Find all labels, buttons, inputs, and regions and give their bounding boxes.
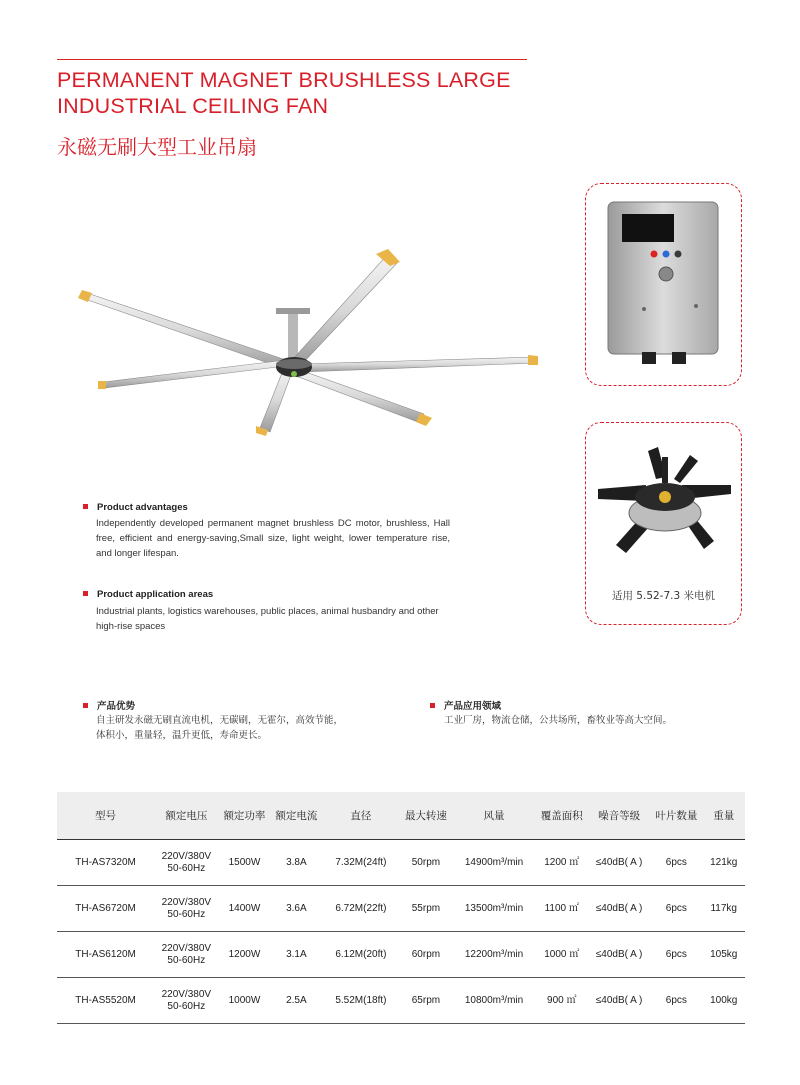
table-row [57, 978, 745, 1024]
application-heading: Product application areas [83, 589, 213, 600]
col-area: 覆盖面积 [536, 792, 588, 840]
controller-screen [622, 214, 674, 242]
cell-weight: 117kg [702, 886, 745, 932]
cell-airflow: 14900m³/min [452, 840, 535, 886]
cell-blades: 6pcs [650, 978, 702, 1024]
cell-power: 1400W [219, 886, 271, 932]
cell-area: 1100 ㎡ [536, 886, 588, 932]
title-line-1: PERMANENT MAGNET BRUSHLESS LARGE [57, 68, 511, 92]
page-title-en [57, 67, 577, 119]
cell-area: 900 ㎡ [536, 978, 588, 1024]
cell-airflow: 12200m³/min [452, 932, 535, 978]
fan-blade [104, 360, 286, 388]
col-speed: 最大转速 [399, 792, 452, 840]
col-model: 型号 [57, 792, 154, 840]
cell-diameter: 6.72M(22ft) [322, 886, 399, 932]
title-rule [57, 59, 527, 60]
spec-header-row [57, 792, 745, 840]
cell-voltage: 220V/380V 50-60Hz [154, 840, 218, 886]
cell-area: 1200 ㎡ [536, 840, 588, 886]
col-noise: 噪音等级 [588, 792, 650, 840]
fan-blade [260, 368, 292, 432]
cell-airflow: 13500m³/min [452, 886, 535, 932]
cell-airflow: 10800m³/min [452, 978, 535, 1024]
zh-advantages-heading: 产品优势 [83, 698, 135, 712]
cell-voltage: 220V/380V 50-60Hz [154, 932, 218, 978]
title-line-2: INDUSTRIAL CEILING FAN [57, 94, 329, 118]
cell-speed: 60rpm [399, 932, 452, 978]
col-power: 额定功率 [219, 792, 271, 840]
cell-model: TH-AS5520M [57, 978, 154, 1024]
fan-blade [302, 357, 535, 372]
cell-power: 1000W [219, 978, 271, 1024]
col-diameter: 直径 [322, 792, 399, 840]
motor-hub-icon [586, 423, 743, 573]
page-title-zh: 永磁无刷大型工业吊扇 [57, 135, 257, 159]
cell-noise: ≤40dB( A ) [588, 978, 650, 1024]
cell-speed: 65rpm [399, 978, 452, 1024]
zh-advantages-body [96, 713, 376, 743]
hub-light [291, 371, 297, 377]
cell-voltage: 220V/380V 50-60Hz [154, 978, 218, 1024]
cell-current: 3.6A [270, 886, 322, 932]
cell-noise: ≤40dB( A ) [588, 886, 650, 932]
zh-application-body: 工业厂房，物流仓储，公共场所，畜牧业等高大空间。 [444, 715, 673, 726]
cell-current: 3.8A [270, 840, 322, 886]
cell-diameter: 6.12M(20ft) [322, 932, 399, 978]
cell-speed: 55rpm [399, 886, 452, 932]
cell-speed: 50rpm [399, 840, 452, 886]
table-row [57, 886, 745, 932]
cell-current: 3.1A [270, 932, 322, 978]
cell-blades: 6pcs [650, 932, 702, 978]
fan-blade [82, 292, 292, 370]
cell-power: 1200W [219, 932, 271, 978]
table-row [57, 932, 745, 978]
fan-blade [296, 370, 424, 422]
motor-caption: 适用 5.52-7.3 米电机 [611, 590, 716, 602]
table-row [57, 840, 745, 886]
cell-model: TH-AS7320M [57, 840, 154, 886]
advantages-heading: Product advantages [83, 502, 188, 513]
controller-knob [659, 267, 673, 281]
cell-weight: 121kg [702, 840, 745, 886]
cell-weight: 105kg [702, 932, 745, 978]
application-body: Industrial plants, logistics warehouses, public places, animal husbandry and other high-rise spaces [96, 606, 439, 632]
col-weight: 重量 [702, 792, 745, 840]
cell-voltage: 220V/380V 50-60Hz [154, 886, 218, 932]
cell-blades: 6pcs [650, 886, 702, 932]
cell-model: TH-AS6120M [57, 932, 154, 978]
mount-bracket [276, 308, 310, 314]
zh-application-heading: 产品应用领域 [430, 698, 501, 712]
spec-table [57, 792, 745, 1024]
controller-image-frame [585, 183, 742, 386]
cell-diameter: 7.32M(24ft) [322, 840, 399, 886]
cell-diameter: 5.52M(18ft) [322, 978, 399, 1024]
fan-illustration [70, 240, 550, 440]
col-current: 额定电流 [270, 792, 322, 840]
cell-noise: ≤40dB( A ) [588, 932, 650, 978]
cell-noise: ≤40dB( A ) [588, 840, 650, 886]
cell-current: 2.5A [270, 978, 322, 1024]
cell-area: 1000 ㎡ [536, 932, 588, 978]
cell-weight: 100kg [702, 978, 745, 1024]
advantages-body: Independently developed permanent magnet brushless DC motor, brushless, Hall free, efficient and energy-saving,Small size, light weight, lower temperature rise, and longer lifespan. [96, 518, 450, 559]
col-airflow: 风量 [452, 792, 535, 840]
cell-blades: 6pcs [650, 840, 702, 886]
cell-model: TH-AS6720M [57, 886, 154, 932]
cell-power: 1500W [219, 840, 271, 886]
zh-advantages-line-2: 体积小，重量轻，温升更低，寿命更长。 [96, 730, 268, 741]
col-blades: 叶片数量 [650, 792, 702, 840]
col-voltage: 额定电压 [154, 792, 218, 840]
control-box-icon [586, 184, 743, 387]
blade-tip [528, 355, 538, 365]
down-rod [288, 312, 298, 360]
blade-tip [98, 381, 106, 389]
zh-advantages-line-1: 自主研发永磁无刷直流电机，无碳刷，无霍尔，高效节能， [96, 715, 344, 726]
